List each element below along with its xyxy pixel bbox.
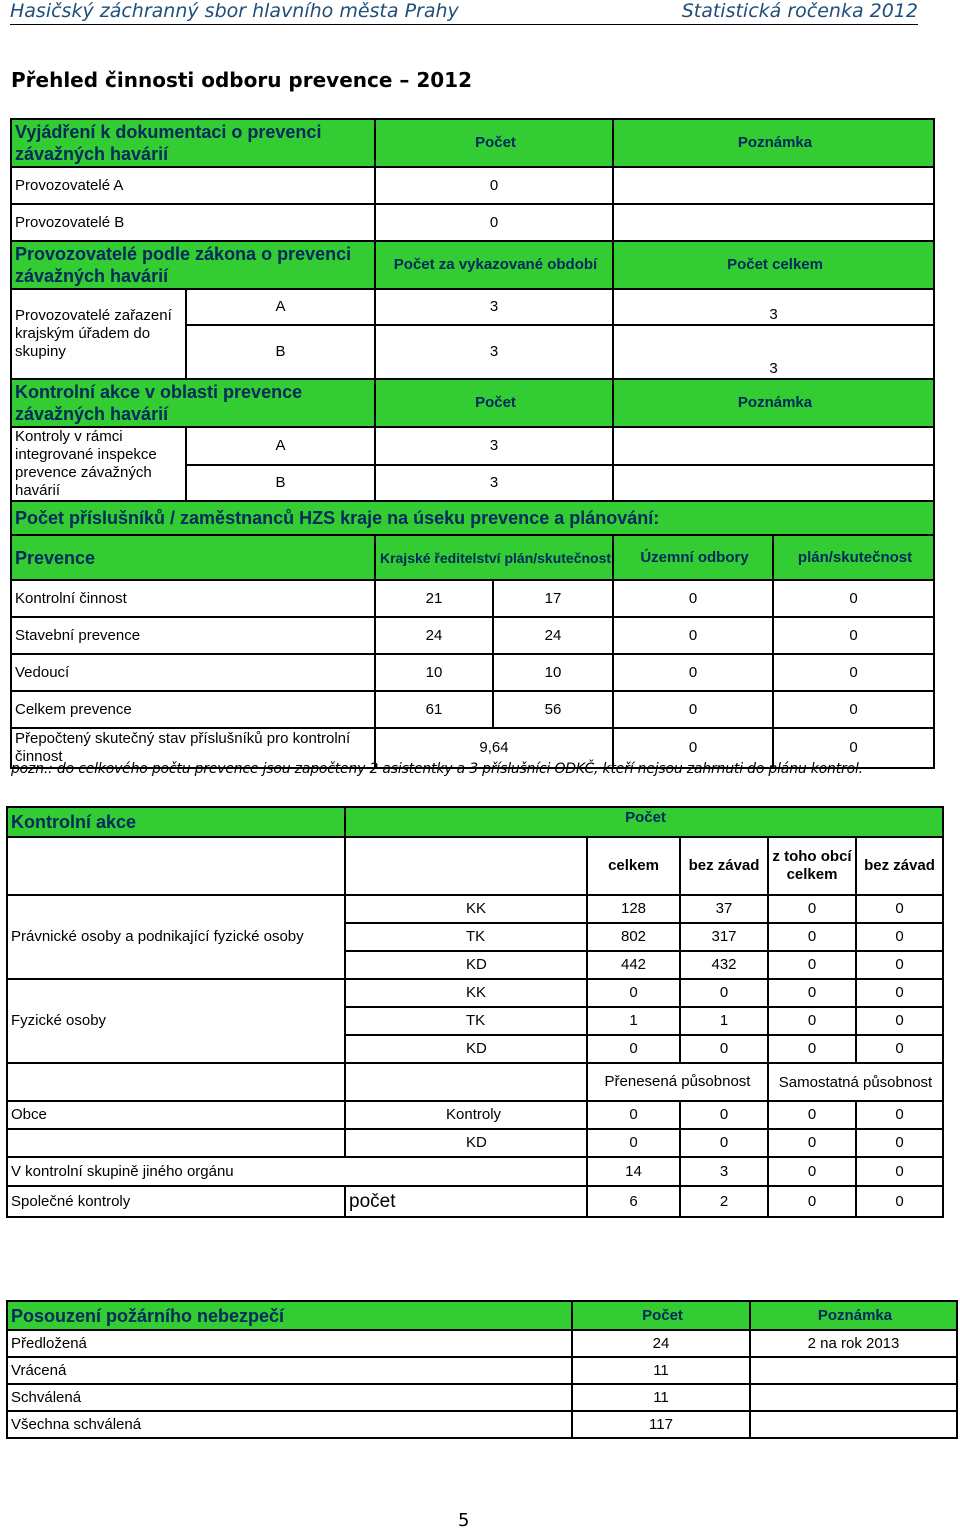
havarie-s3-b-note [613,465,934,502]
havarie-s3-a: A [186,427,375,465]
posouzeni-row-note: 2 na rok 2013 [750,1330,957,1357]
staff-row-v2: 56 [493,691,613,728]
kontrolni-row-d: 0 [856,1007,943,1035]
kontrolni-row-b: 37 [680,895,768,923]
posouzeni-col-poznamka: Poznámka [750,1301,957,1330]
havarie-table [10,118,935,769]
havarie-s3-a-note [613,427,934,465]
kontrolni-row-d: 0 [856,979,943,1007]
staff-row-v1: 24 [375,617,493,654]
posouzeni-row-value: 24 [572,1330,750,1357]
kontrolni-spolecne-pocet: počet [345,1186,587,1217]
havarie-s2-a-total: 3 [613,289,934,325]
staff-row-label: Vedoucí [11,654,375,691]
kontrolni-header-empty [7,837,345,895]
havarie-s3-b-value: 3 [375,465,613,502]
kontrolni-row-c: 0 [768,1035,856,1063]
kontrolni-row-a: 1 [587,1007,680,1035]
posouzeni-row-note [750,1384,957,1411]
kontrolni-spolecne-c: 0 [768,1186,856,1217]
staff-row-v2: 24 [493,617,613,654]
kontrolni-obce-header-empty2 [345,1063,587,1101]
provozovatele-b-note [613,204,934,241]
staff-title: Počet příslušníků / zaměstnanců HZS kraje na úseku prevence a plánování: [11,501,934,535]
kontrolni-row-a: 0 [587,1101,680,1129]
kontrolni-row-c: 0 [768,979,856,1007]
staff-row-v3: 0 [613,691,773,728]
posouzeni-row-note [750,1357,957,1384]
kontrolni-row-type: Kontroly [345,1101,587,1129]
page-number: 5 [458,1510,470,1531]
havarie-s2-b: B [186,325,375,379]
kontrolni-row-c: 0 [768,895,856,923]
havarie-s2-a-value: 3 [375,289,613,325]
kontrolni-h-z-toho-obci: z toho obcí celkem [768,837,856,895]
havarie-s3-title: Kontrolní akce v oblasti prevence závažných havárií [11,379,375,427]
kontrolni-row-d: 0 [856,1129,943,1157]
staff-row-label: Celkem prevence [11,691,375,728]
kontrolni-samostatna: Samostatná působnost [768,1063,943,1101]
kontrolni-row-d: 0 [856,923,943,951]
kontrolni-spolecne-b: 2 [680,1186,768,1217]
staff-row-v3: 0 [613,580,773,617]
kontrolni-skupina-b: 3 [680,1157,768,1186]
kontrolni-row-d: 0 [856,1035,943,1063]
kontrolni-spolecne-a: 6 [587,1186,680,1217]
kontrolni-obce-label: Obce [7,1101,345,1129]
havarie-s1-title: Vyjádření k dokumentaci o prevenci závažných havárií [11,119,375,167]
kontrolni-row-c: 0 [768,1129,856,1157]
staff-col-uzemni: Územní odbory [613,535,773,580]
staff-row-label: Kontrolní činnost [11,580,375,617]
staff-row-v1: 61 [375,691,493,728]
kontrolni-row-b: 0 [680,1101,768,1129]
staff-row-label: Stavební prevence [11,617,375,654]
kontrolni-row-d: 0 [856,1101,943,1129]
staff-col-plan: plán/skutečnost [773,535,934,580]
page-header [10,0,918,25]
posouzeni-row-value: 117 [572,1411,750,1438]
kontrolni-row-c: 0 [768,1007,856,1035]
kontrolni-row-c: 0 [768,923,856,951]
kontrolni-row-c: 0 [768,1101,856,1129]
kontrolni-row-b: 1 [680,1007,768,1035]
staff-note: pozn.: do celkového počtu prevence jsou započteny 2 asistentky a 3 příslušníci ODKČ, kteří nejsou zahrnuti do plánu kontrol. [11,761,863,777]
havarie-s1-col-pocet: Počet [375,119,613,167]
kontrolni-row-a: 442 [587,951,680,979]
staff-row-v4: 0 [773,617,934,654]
staff-prepocet-label: Přepočtený skutečný stav příslušníků pro kontrolní činnost [11,728,375,768]
staff-col-krajske: Krajské ředitelství plán/skutečnost [375,535,613,580]
kontrolni-akce-table [6,806,944,1218]
havarie-s1-col-poznamka: Poznámka [613,119,934,167]
kontrolni-header-empty2 [345,837,587,895]
kontrolni-row-b: 0 [680,979,768,1007]
kontrolni-obce-header-empty [7,1063,345,1101]
havarie-s3-a-value: 3 [375,427,613,465]
kontrolni-h-bez-zavad: bez závad [680,837,768,895]
provozovatele-b-value: 0 [375,204,613,241]
posouzeni-row-value: 11 [572,1384,750,1411]
staff-row-v2: 17 [493,580,613,617]
kontrolni-col-pocet: Počet [345,807,943,837]
kontrolni-row-b: 0 [680,1129,768,1157]
posouzeni-table [6,1300,958,1439]
havarie-s2-title: Provozovatelé podle zákona o prevenci závažných havárií [11,241,375,289]
posouzeni-row-label: Všechna schválená [7,1411,572,1438]
posouzeni-row-note [750,1411,957,1438]
havarie-s2-a: A [186,289,375,325]
kontrolni-row-type: KD [345,1129,587,1157]
kontrolni-row-b: 317 [680,923,768,951]
havarie-s2-col-period: Počet za vykazované období [375,241,613,289]
havarie-s2-b-total: 3 [613,325,934,379]
havarie-s2-group-label: Provozovatelé zařazení krajským úřadem do skupiny [11,289,186,379]
kontrolni-h-bez-zavad-obce: bez závad [856,837,943,895]
page-title: Přehled činnosti odboru prevence – 2012 [11,68,473,92]
havarie-s3-group-label: Kontroly v rámci integrované inspekce prevence závažných havárií [11,427,186,501]
kontrolni-row-type: KD [345,951,587,979]
posouzeni-row-label: Předložená [7,1330,572,1357]
kontrolni-skupina-c: 0 [768,1157,856,1186]
kontrolni-row-b: 0 [680,1035,768,1063]
havarie-s2-col-total: Počet celkem [613,241,934,289]
kontrolni-po-label: Právnické osoby a podnikající fyzické osoby [7,895,345,979]
provozovatele-a-value: 0 [375,167,613,204]
havarie-s3-b: B [186,465,375,502]
kontrolni-row-a: 128 [587,895,680,923]
kontrolni-row-a: 0 [587,1035,680,1063]
kontrolni-h-celkem: celkem [587,837,680,895]
kontrolni-row-c: 0 [768,951,856,979]
havarie-s3-col-pocet: Počet [375,379,613,427]
kontrolni-obce-empty [7,1129,345,1157]
kontrolni-spolecne-d: 0 [856,1186,943,1217]
kontrolni-fo-label: Fyzické osoby [7,979,345,1063]
posouzeni-title: Posouzení požárního nebezpečí [7,1301,572,1330]
kontrolni-title: Kontrolní akce [7,807,345,837]
staff-row-v1: 21 [375,580,493,617]
posouzeni-row-value: 11 [572,1357,750,1384]
kontrolni-row-type: TK [345,923,587,951]
kontrolni-row-b: 432 [680,951,768,979]
kontrolni-spolecne-label: Společné kontroly [7,1186,345,1217]
header-right: Statistická ročenka 2012 [681,0,918,22]
staff-row-v4: 0 [773,691,934,728]
posouzeni-col-pocet: Počet [572,1301,750,1330]
kontrolni-row-type: TK [345,1007,587,1035]
posouzeni-row-label: Vrácená [7,1357,572,1384]
kontrolni-row-a: 0 [587,979,680,1007]
kontrolni-row-type: KK [345,895,587,923]
staff-prepocet-v3: 0 [613,728,773,768]
staff-row-v1: 10 [375,654,493,691]
kontrolni-row-d: 0 [856,895,943,923]
staff-row-v3: 0 [613,654,773,691]
staff-row-v3: 0 [613,617,773,654]
havarie-s2-b-value: 3 [375,325,613,379]
kontrolni-skupina-a: 14 [587,1157,680,1186]
staff-row-v2: 10 [493,654,613,691]
provozovatele-a-note [613,167,934,204]
kontrolni-row-type: KK [345,979,587,1007]
provozovatele-a-label: Provozovatelé A [11,167,375,204]
provozovatele-b-label: Provozovatelé B [11,204,375,241]
kontrolni-row-a: 0 [587,1129,680,1157]
havarie-s3-col-poznamka: Poznámka [613,379,934,427]
kontrolni-row-d: 0 [856,951,943,979]
kontrolni-skupina-label: V kontrolní skupině jiného orgánu [7,1157,587,1186]
header-left: Hasičský záchranný sbor hlavního města Prahy [10,0,459,22]
staff-prepocet-v2: 9,64 [375,728,613,768]
staff-row-v4: 0 [773,580,934,617]
kontrolni-prenesena: Přenesená působnost [587,1063,768,1101]
posouzeni-row-label: Schválená [7,1384,572,1411]
staff-prepocet-v4: 0 [773,728,934,768]
staff-row-v4: 0 [773,654,934,691]
kontrolni-row-a: 802 [587,923,680,951]
staff-col-prevence: Prevence [11,535,375,580]
kontrolni-skupina-d: 0 [856,1157,943,1186]
kontrolni-row-type: KD [345,1035,587,1063]
